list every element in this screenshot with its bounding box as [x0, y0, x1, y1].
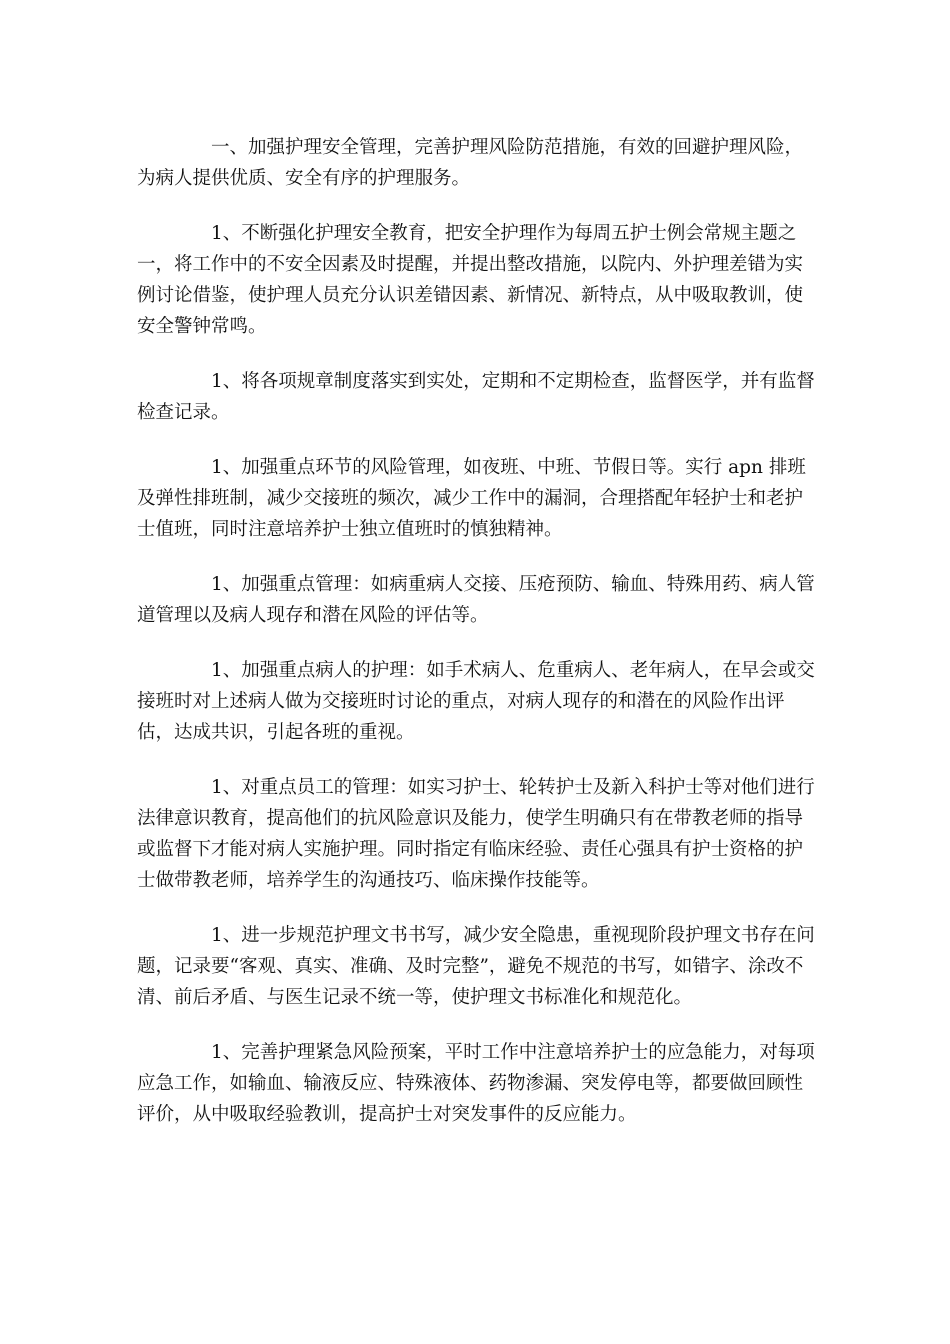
paragraph-key-management: 1、加强重点管理：如病重病人交接、压疮预防、输血、特殊用药、病人管道管理以及病人现存和潜在风险的评估等。 — [137, 574, 815, 626]
paragraph-nursing-documentation: 1、进一步规范护理文书书写，减少安全隐患，重视现阶段护理文书存在问题，记录要“客观、真实、准确、及时完整”，避免不规范的书写，如错字、涂改不清、前后矛盾、与医生记录不统一等，使护理文书标准化和规范化。 — [137, 925, 815, 1008]
paragraph-key-patient-care: 1、加强重点病人的护理：如手术病人、危重病人、老年病人，在早会或交接班时对上述病人做为交接班时讨论的重点，对病人现存的和潜在的风险作出评估，达成共识，引起各班的重视。 — [137, 660, 815, 743]
paragraph-key-staff-management: 1、对重点员工的管理：如实习护士、轮转护士及新入科护士等对他们进行法律意识教育，提高他们的抗风险意识及能力，使学生明确只有在带教老师的指导或监督下才能对病人实施护理。同时指定有临床经验、责任心强具有护士资格的护士做带教老师，培养学生的沟通技巧、临床操作技能等。 — [137, 777, 815, 891]
paragraph-safety-education: 1、不断强化护理安全教育，把安全护理作为每周五护士例会常规主题之一，将工作中的不安全因素及时提醒，并提出整改措施，以院内、外护理差错为实例讨论借鉴，使护理人员充分认识差错因素、新情况、新特点，从中吸取教训，使安全警钟常鸣。 — [137, 223, 804, 337]
paragraph-rules-implementation: 1、将各项规章制度落实到实处，定期和不定期检查，监督医学，并有监督检查记录。 — [137, 371, 815, 423]
paragraph-key-shift-risk: 1、加强重点环节的风险管理，如夜班、中班、节假日等。实行 apn 排班及弹性排班制，减少交接班的频次，减少工作中的漏洞，合理搭配年轻护士和老护士值班，同时注意培养护士独立值班时的慎独精神。 — [137, 457, 806, 540]
paragraph-emergency-plan: 1、完善护理紧急风险预案，平时工作中注意培养护士的应急能力，对每项应急工作，如输血、输液反应、特殊液体、药物渗漏、突发停电等，都要做回顾性评价，从中吸取经验教训，提高护士对突发事件的反应能力。 — [137, 1042, 815, 1125]
document-body — [137, 132, 817, 1130]
paragraph-safety-management-heading: 一、加强护理安全管理，完善护理风险防范措施，有效的回避护理风险，为病人提供优质、安全有序的护理服务。 — [137, 137, 804, 189]
